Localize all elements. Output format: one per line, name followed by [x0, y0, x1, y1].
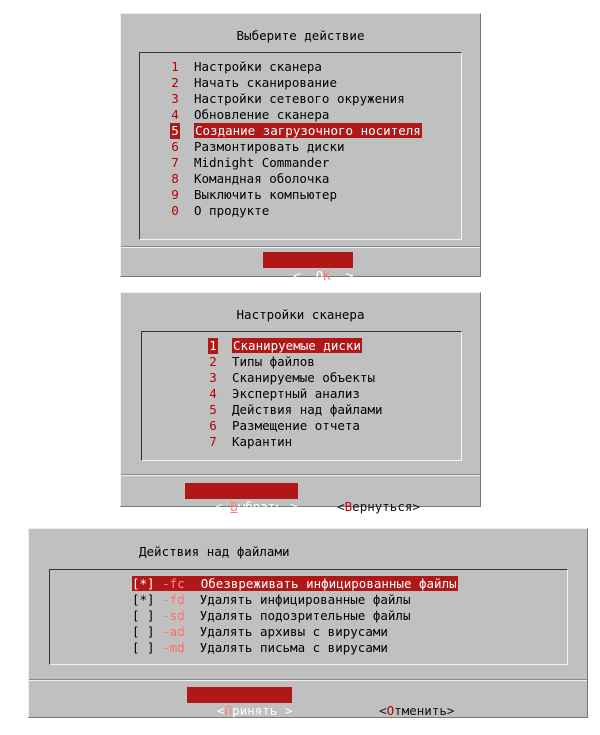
option-flag: -md: [162, 640, 185, 655]
option-checkbox[interactable]: [ ]: [132, 608, 155, 623]
option-flag: -fc: [162, 576, 185, 591]
option-checkbox[interactable]: [ ]: [132, 624, 155, 639]
menu-item-label: О продукте: [194, 203, 270, 218]
option-fc[interactable]: [132, 576, 458, 592]
option-label: Удалять письма с вирусами: [199, 640, 388, 655]
menu-item-hotkey: 1: [209, 338, 217, 353]
menu-item-2[interactable]: [208, 354, 315, 370]
select-button[interactable]: < Выбрать >: [185, 483, 298, 499]
back-button[interactable]: <Вернуться>: [337, 499, 420, 514]
option-fd[interactable]: [132, 592, 410, 608]
option-label: Удалять подозрительные файлы: [199, 608, 411, 623]
menu-item-hotkey: 2: [209, 354, 217, 369]
cancel-button[interactable]: <Отменить>: [379, 703, 455, 718]
option-checkbox[interactable]: [*]: [132, 576, 155, 591]
option-flag: -sd: [162, 608, 185, 623]
menu-item-label: Midnight Commander: [194, 155, 330, 170]
menu-item-label: Сканируемые диски: [233, 338, 361, 353]
dialog-title: Настройки сканера: [236, 307, 365, 322]
option-flag: -ad: [162, 624, 185, 639]
menu-item-7[interactable]: [170, 155, 329, 171]
menu-item-6[interactable]: [170, 139, 345, 155]
menu-item-label: Настройки сканера: [194, 59, 322, 74]
menu-item-label: Создание загрузочного носителя: [195, 123, 421, 138]
menu-item-2[interactable]: [170, 75, 337, 91]
file-actions-dialog: [28, 528, 588, 718]
menu-item-1[interactable]: [208, 338, 362, 354]
option-checkbox[interactable]: [*]: [132, 592, 155, 607]
menu-item-label: Действия над файлами: [232, 402, 383, 417]
menu-item-hotkey: 2: [171, 75, 179, 90]
dialog-separator: [29, 679, 587, 681]
ok-button[interactable]: < OK >: [263, 252, 353, 268]
menu-item-hotkey: 9: [171, 187, 179, 202]
menu-item-hotkey: 7: [209, 434, 217, 449]
menu-item-label: Выключить компьютер: [194, 187, 337, 202]
option-sd[interactable]: [132, 608, 410, 624]
menu-item-3[interactable]: [170, 91, 405, 107]
menu-item-hotkey: 7: [171, 155, 179, 170]
menu-item-5[interactable]: [208, 402, 383, 418]
menu-item-5[interactable]: [170, 123, 422, 139]
menu-item-hotkey: 8: [171, 171, 179, 186]
menu-item-label: Командная оболочка: [194, 171, 330, 186]
menu-item-hotkey: 6: [209, 418, 217, 433]
menu-item-hotkey: 4: [171, 107, 179, 122]
menu-item-label: Размонтировать диски: [194, 139, 345, 154]
dialog-title: Действия над файлами: [139, 544, 290, 559]
menu-item-8[interactable]: [170, 171, 329, 187]
menu-item-6[interactable]: [208, 418, 360, 434]
settings-menu-list: [141, 331, 462, 461]
accept-button[interactable]: <Принять >: [187, 687, 292, 703]
option-label: Удалять архивы с вирусами: [199, 624, 388, 639]
option-label: Удалять инфицированные файлы: [199, 592, 411, 607]
dialog-separator: [121, 474, 480, 476]
action-menu-list: [139, 52, 462, 240]
file-actions-option-list: [49, 569, 568, 665]
menu-item-3[interactable]: [208, 370, 375, 386]
dialog-separator: [121, 246, 480, 248]
menu-item-9[interactable]: [170, 187, 337, 203]
dialog-title: Выберите действие: [236, 28, 365, 43]
option-checkbox[interactable]: [ ]: [132, 640, 155, 655]
menu-item-hotkey: 4: [209, 386, 217, 401]
menu-item-hotkey: 3: [209, 370, 217, 385]
menu-item-hotkey: 1: [171, 59, 179, 74]
menu-item-label: Карантин: [232, 434, 293, 449]
menu-item-4[interactable]: [170, 107, 329, 123]
menu-item-label: Настройки сетевого окружения: [194, 91, 405, 106]
option-ad[interactable]: [132, 624, 388, 640]
menu-item-label: Экспертный анализ: [232, 386, 360, 401]
menu-item-label: Начать сканирование: [194, 75, 337, 90]
menu-item-1[interactable]: [170, 59, 322, 75]
menu-item-label: Типы файлов: [232, 354, 315, 369]
menu-item-hotkey: 5: [171, 123, 179, 138]
main-action-dialog: [120, 13, 481, 283]
menu-item-hotkey: 3: [171, 91, 179, 106]
menu-item-hotkey: 0: [171, 203, 179, 218]
menu-item-0[interactable]: [170, 203, 269, 219]
menu-item-label: Обновление сканера: [194, 107, 330, 122]
menu-item-4[interactable]: [208, 386, 360, 402]
option-label: Обезвреживать инфицированные файлы: [200, 576, 457, 591]
menu-item-hotkey: 6: [171, 139, 179, 154]
scanner-settings-dialog: [120, 292, 481, 514]
menu-item-7[interactable]: [208, 434, 292, 450]
option-flag: -fd: [162, 592, 185, 607]
menu-item-hotkey: 5: [209, 402, 217, 417]
menu-item-label: Размещение отчета: [232, 418, 360, 433]
option-md[interactable]: [132, 640, 388, 656]
menu-item-label: Сканируемые объекты: [232, 370, 375, 385]
